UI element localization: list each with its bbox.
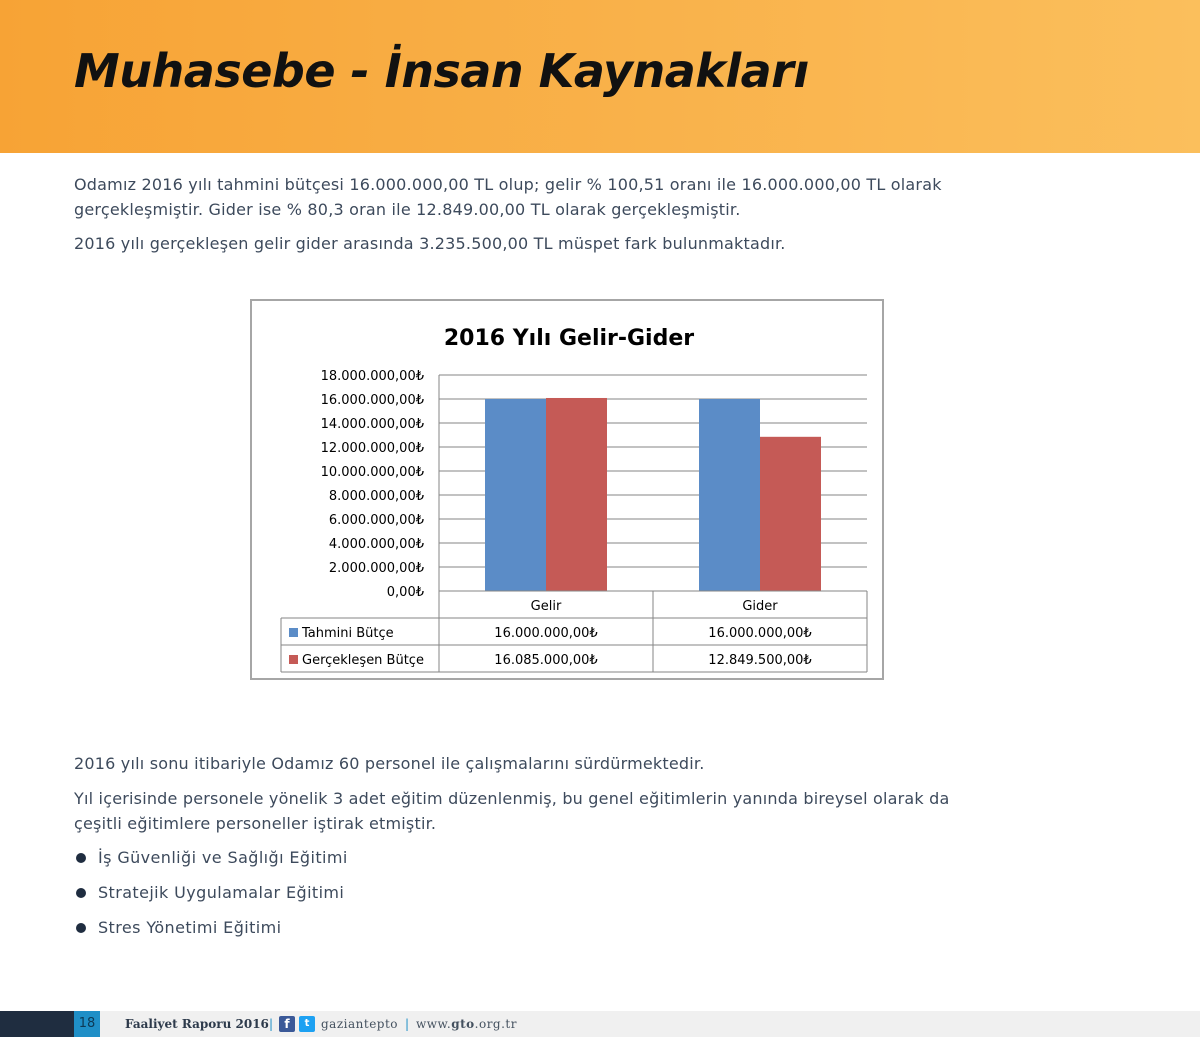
bar-gider-actual (760, 437, 821, 591)
bullet-icon (76, 853, 86, 863)
y-tick-label: 12.000.000,00₺ (320, 441, 424, 456)
footer-accent (0, 1011, 74, 1037)
footer (0, 1011, 1200, 1037)
bar-gider-estimated (699, 399, 760, 591)
training-label: İş Güvenliği ve Sağlığı Eğitimi (98, 848, 348, 867)
chart-canvas (252, 301, 882, 678)
bar-gelir-actual (546, 398, 607, 591)
intro-paragraph-difference: 2016 yılı gerçekleşen gelir gider arasında 3.235.500,00 TL müspet fark bulunmaktadır. (74, 234, 786, 253)
legend-label: Gerçekleşen Bütçe (302, 653, 424, 668)
website-prefix: www. (416, 1017, 452, 1031)
page-title: Muhasebe - İnsan Kaynakları (74, 44, 809, 98)
list-item (74, 915, 348, 950)
y-tick-label: 10.000.000,00₺ (320, 465, 424, 480)
training-label: Stratejik Uygulamalar Eğitimi (98, 883, 345, 902)
hr-paragraph-staff: 2016 yılı sonu itibariyle Odamız 60 personel ile çalışmalarını sürdürmektedir. (74, 754, 705, 773)
training-list (74, 845, 348, 950)
report-title: Faaliyet Raporu 2016 (125, 1017, 269, 1031)
chart-title: 2016 Yılı Gelir-Gider (443, 326, 695, 351)
data-label: 12.849.500,00₺ (708, 653, 812, 668)
website-suffix: .org.tr (474, 1017, 517, 1031)
footer-separator: | (269, 1017, 274, 1031)
data-label: 16.000.000,00₺ (708, 626, 812, 641)
bullet-icon (76, 923, 86, 933)
training-label: Stres Yönetimi Eğitimi (98, 918, 282, 937)
data-label: 16.085.000,00₺ (494, 653, 598, 668)
twitter-icon[interactable]: t (299, 1016, 315, 1032)
x-tick-label: Gelir (530, 599, 562, 614)
facebook-icon[interactable]: f (279, 1016, 295, 1032)
website-link[interactable] (416, 1011, 517, 1037)
legend-label: Tahmini Bütçe (302, 626, 394, 641)
y-tick-label: 0,00₺ (386, 585, 424, 600)
bullet-icon (76, 888, 86, 898)
income-expense-chart (250, 299, 884, 680)
data-label: 16.000.000,00₺ (494, 626, 598, 641)
list-item (74, 845, 348, 880)
legend-swatch (289, 628, 298, 637)
y-tick-label: 6.000.000,00₺ (328, 513, 424, 528)
page-number: 18 (74, 1011, 100, 1037)
y-tick-label: 16.000.000,00₺ (320, 393, 424, 408)
y-tick-label: 8.000.000,00₺ (328, 489, 424, 504)
website-domain: gto (451, 1017, 475, 1031)
bar-gelir-estimated (485, 399, 546, 591)
list-item (74, 880, 348, 915)
social-handle[interactable]: gaziantepto (321, 1017, 399, 1031)
intro-paragraph-budget: Odamız 2016 yılı tahmini bütçesi 16.000.000,00 TL olup; gelir % 100,51 oranı ile 16.000.000,00 TL olarak gerçekleşmiştir. Gider ise % 80,3 oran ile 12.849.00,00 TL olarak gerçekleşmiştir. (74, 175, 942, 219)
y-tick-label: 4.000.000,00₺ (328, 537, 424, 552)
x-tick-label: Gider (742, 599, 778, 614)
y-tick-label: 2.000.000,00₺ (328, 561, 424, 576)
y-tick-label: 14.000.000,00₺ (320, 417, 424, 432)
hr-paragraph-training: Yıl içerisinde personele yönelik 3 adet eğitim düzenlenmiş, bu genel eğitimlerin yanında bireysel olarak da çeşitli eğitimlere personeller iştirak etmiştir. (74, 789, 950, 833)
legend-swatch (289, 655, 298, 664)
footer-separator: | (405, 1017, 410, 1031)
y-tick-label: 18.000.000,00₺ (320, 369, 424, 384)
